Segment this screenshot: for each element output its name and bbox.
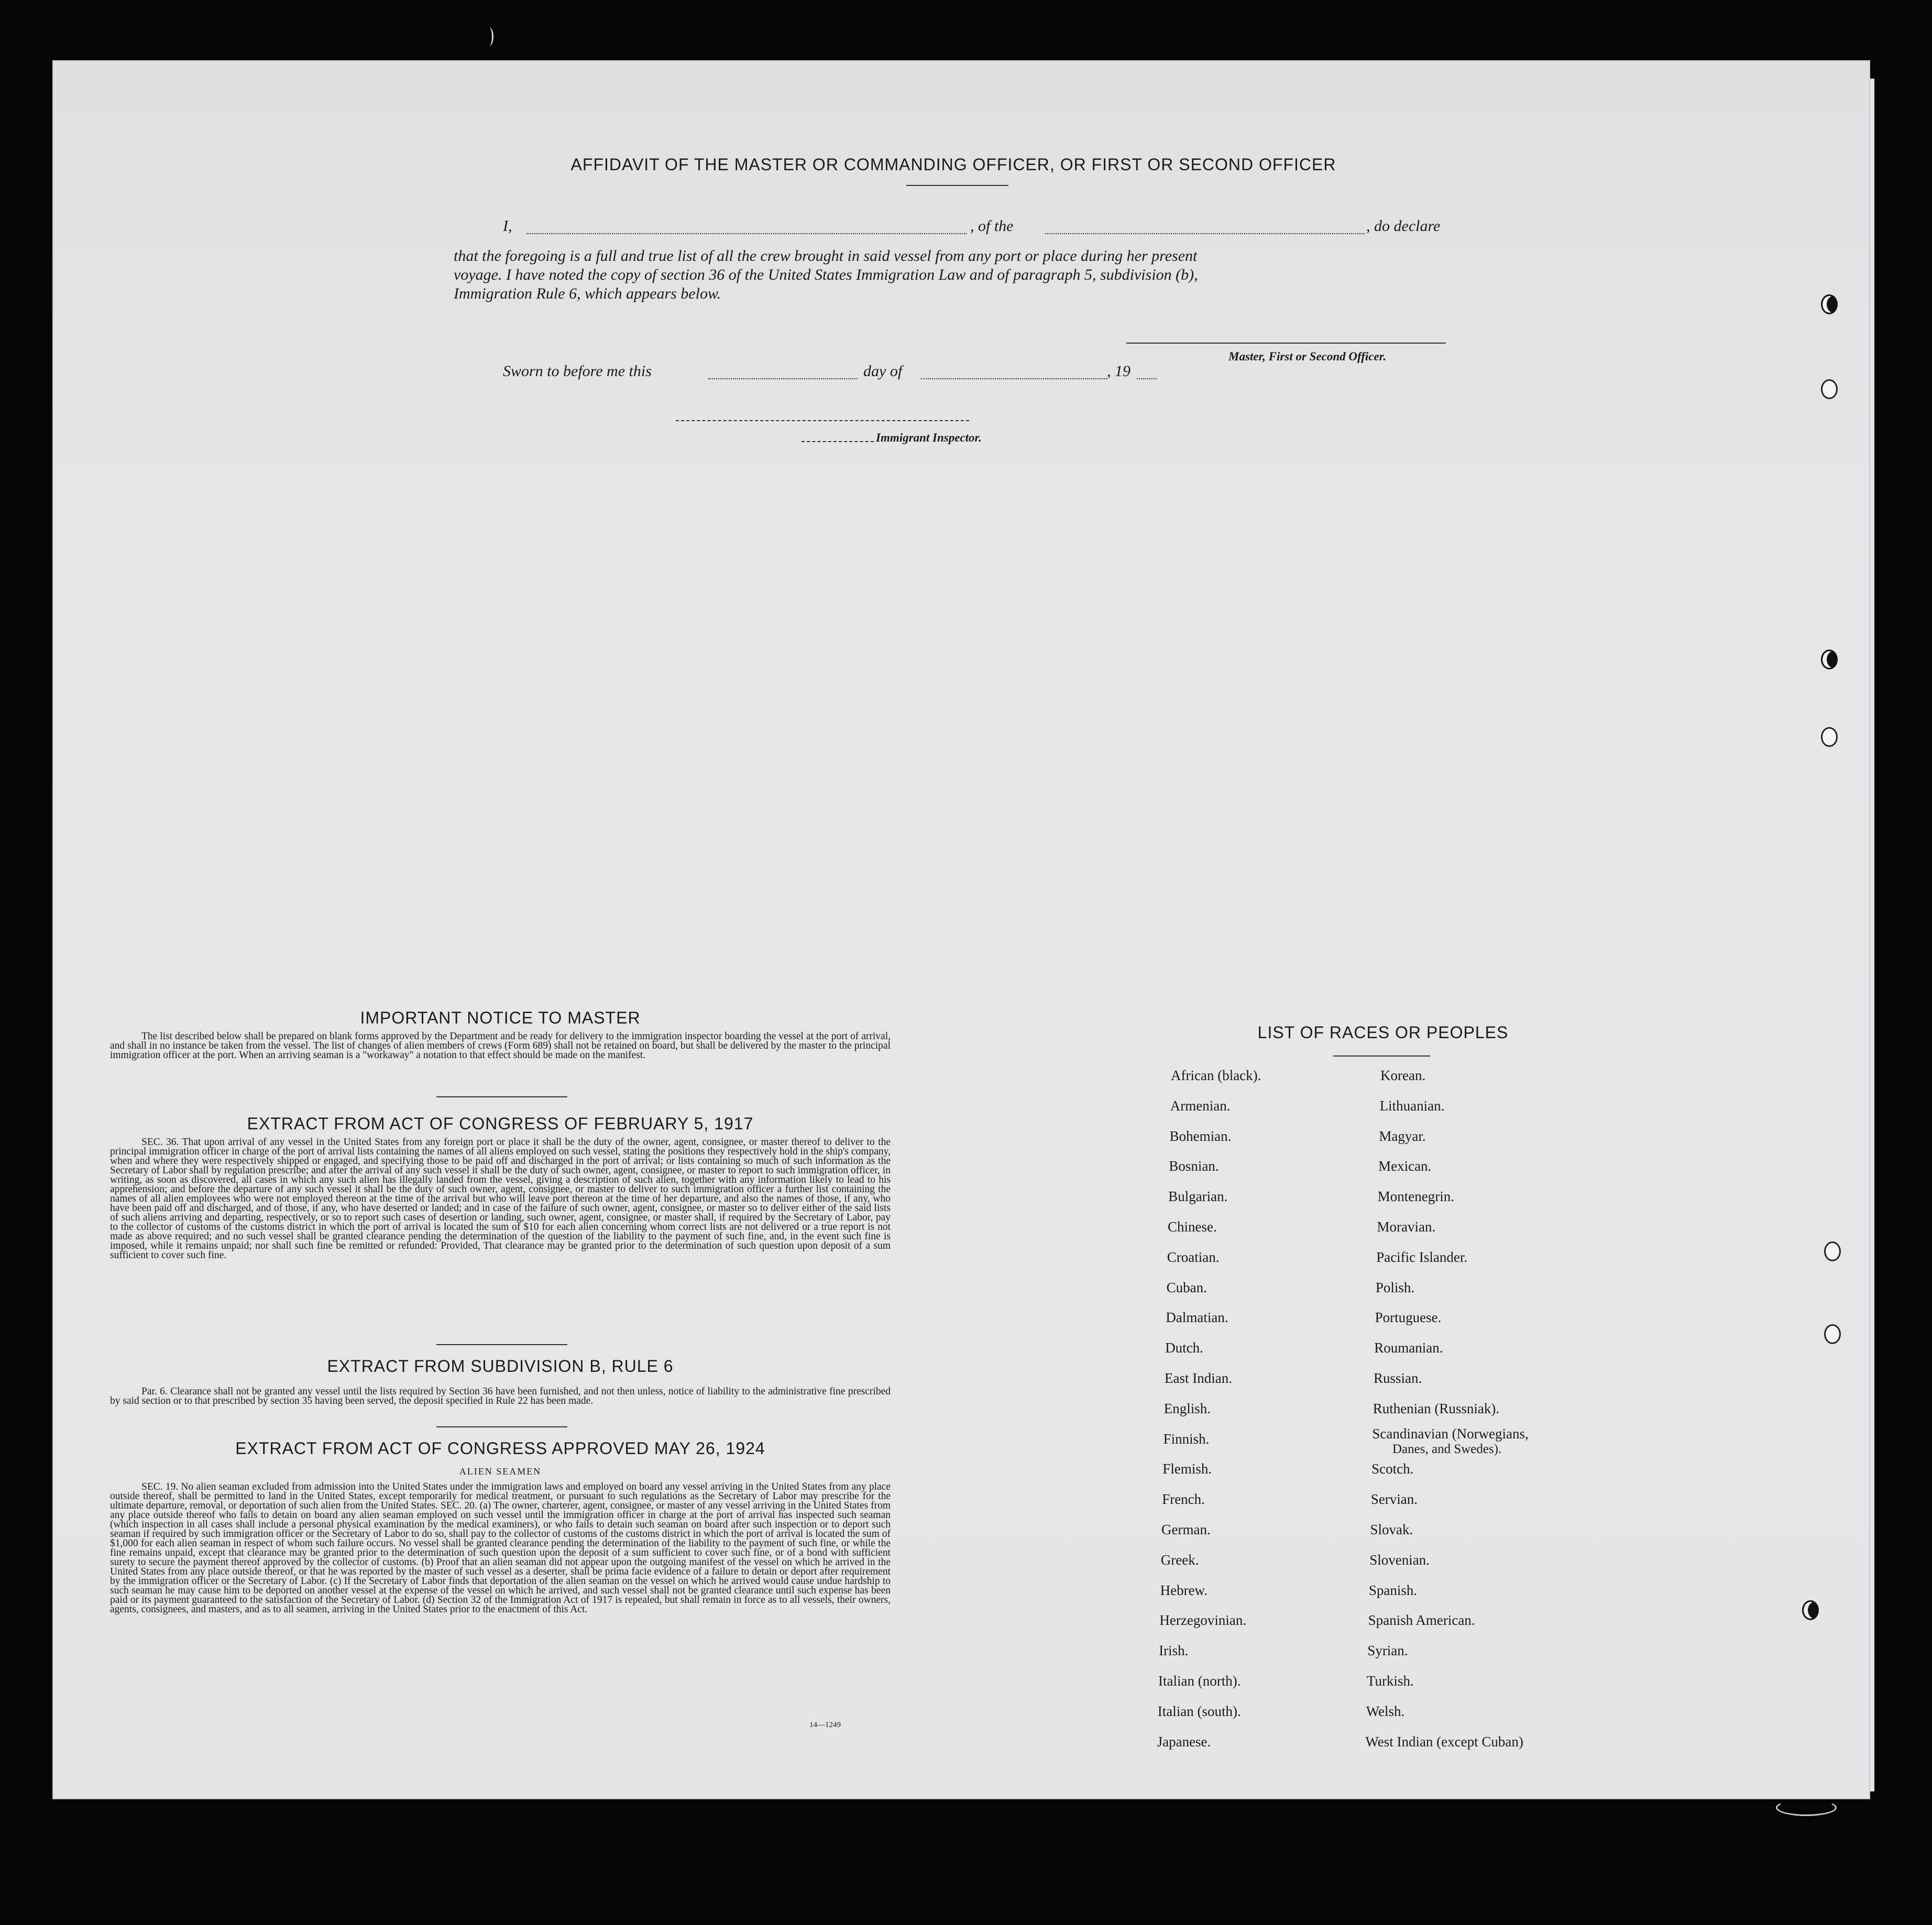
race-item: German.	[1161, 1522, 1211, 1537]
race-continuation: Danes, and Swedes).	[1392, 1442, 1502, 1456]
extract-1917-text: SEC. 36. That upon arrival of any vessel in the United States from any foreign port or place it shall be the duty of the owner, agent, consignee, or master thereof to deliver to the principal immigration officer in charge of the port of arrival lists containing the names of all aliens employed on such vessel, stating the positions they respectively hold in the ship's company, when and where they were respectively shipped or engaged, and specifying those to be paid off and discharged in the port of arrival; or lists containing so much of such information as the Secretary of Labor shall by regulation prescribe; and after the arrival of any such vessel it shall be the duty of such owner, agent, consignee, or master to report to such immigration officer, in writing, as soon as discovered, all cases in which any such alien has illegally landed from the vessel, giving a description of such alien, together with any information likely to lead to his apprehension; and before the departure of any such vessel it shall be the duty of such owner, agent, consignee, or master to deliver to such immigration officer a further list containing the names of all alien employees who were not employed thereon at the time of the arrival but who will leave port thereon at the time of her departure, and also the names of those, if any, who have been paid off and discharged, and of those, if any, who have deserted or landed; and in case of the failure of such owner, agent, consignee, or master so to deliver either of the said lists of such aliens arriving and departing, respectively, or so to report such cases of desertion or landing, such owner, agent, consignee, or master shall, if required by the Secretary of Labor, pay to the collector of customs of the customs district in which the port of arrival is located the sum of $10 for each alien concerning whom correct lists are not delivered or a true report is not made as above required; and no such vessel shall be granted clearance pending the determination of the question of the liability to the payment of such fine, and, in the event such fine is imposed, while it remains unpaid; nor shall such fine be remitted or refunded: Provided, That clearance may be granted prior to the determination of such question upon deposit of a sum sufficient to cover such fine.	[110, 1137, 891, 1261]
race-item: Finnish.	[1163, 1431, 1210, 1447]
scan-mark	[485, 27, 493, 46]
notice-text: The list described below shall be prepared on blank forms approved by the Department and be ready for delivery to the immigration inspector boarding the vessel at the port of arrival, and shall in no instance be taken from the vessel. The list of changes of alien members of crews (Form 689) shall not be retained on board, but shall be delivered by the master to the principal immigration officer at the port. When an arriving seaman is a "workaway" a notation to that effect should be made on the manifest.	[110, 1031, 891, 1061]
binder-hole	[1824, 1324, 1841, 1344]
races-title-underline	[1333, 1055, 1430, 1057]
race-item: Herzegovinian.	[1159, 1612, 1247, 1629]
races-title: LIST OF RACES OR PEOPLES	[1257, 1023, 1509, 1042]
notice-rule	[436, 1096, 567, 1097]
affidavit-title: AFFIDAVIT OF THE MASTER OR COMMANDING OFFICER, OR FIRST OR SECOND OFFICER	[570, 155, 1336, 174]
race-item: Spanish American.	[1368, 1612, 1475, 1629]
race-item: Scandinavian (Norwegians,	[1372, 1425, 1529, 1442]
race-item: Montenegrin.	[1377, 1189, 1455, 1205]
race-item: Slovenian.	[1369, 1552, 1430, 1568]
inspector-line-upper	[676, 420, 969, 421]
race-item: West Indian (except Cuban)	[1365, 1733, 1523, 1750]
race-item: East Indian.	[1165, 1370, 1232, 1386]
title-underline	[906, 185, 1008, 186]
race-item: Bohemian.	[1169, 1128, 1232, 1144]
race-item: Russian.	[1374, 1370, 1422, 1386]
binder-hole	[1802, 1600, 1819, 1620]
affidavit-i: I,	[503, 217, 512, 235]
vessel-blank-line	[1045, 233, 1365, 234]
race-item: Slovak.	[1370, 1522, 1413, 1537]
signature-line	[1126, 343, 1446, 344]
race-item: Servian.	[1370, 1491, 1418, 1508]
sworn-day-of: day of	[863, 362, 903, 380]
race-item: Lithuanian.	[1379, 1097, 1445, 1114]
affidavit-line-2: that the foregoing is a full and true list of all the crew brought in said vessel from any port or place during her present	[454, 247, 1198, 265]
extract-1917-title: EXTRACT FROM ACT OF CONGRESS OF FEBRUARY 5, 1917	[247, 1114, 754, 1133]
sworn-year: , 19	[1107, 362, 1130, 380]
race-item: African (black).	[1171, 1068, 1261, 1083]
race-item: Scotch.	[1371, 1461, 1414, 1477]
race-item: Dalmatian.	[1166, 1310, 1228, 1326]
extract-rule6-title: EXTRACT FROM SUBDIVISION B, RULE 6	[327, 1357, 674, 1376]
extract-1917-rule	[436, 1344, 567, 1345]
sworn-month-line	[921, 378, 1107, 379]
affidavit-line-4: Immigration Rule 6, which appears below.	[454, 285, 721, 302]
notice-title: IMPORTANT NOTICE TO MASTER	[360, 1008, 641, 1027]
race-item: Greek.	[1160, 1552, 1199, 1568]
race-item: Dutch.	[1165, 1340, 1203, 1356]
race-item: French.	[1162, 1491, 1205, 1508]
race-item: Portuguese.	[1375, 1310, 1442, 1326]
race-item: Flemish.	[1162, 1461, 1212, 1477]
extract-1924-title: EXTRACT FROM ACT OF CONGRESS APPROVED MAY 26, 1924	[235, 1439, 765, 1458]
race-item: English.	[1163, 1400, 1211, 1416]
race-item: Japanese.	[1157, 1733, 1211, 1750]
race-item: Armenian.	[1170, 1097, 1231, 1114]
inspector-label: Immigrant Inspector.	[876, 431, 982, 444]
signature-label: Master, First or Second Officer.	[1228, 350, 1387, 363]
scan-mark	[1776, 1799, 1837, 1816]
binder-hole	[1821, 294, 1838, 314]
form-number: 14—1249	[809, 1721, 841, 1729]
binder-hole	[1821, 727, 1838, 747]
race-item: Mexican.	[1378, 1158, 1432, 1174]
sworn-year-line	[1137, 378, 1157, 379]
sworn-prefix: Sworn to before me this	[503, 362, 652, 380]
race-item: Ruthenian (Russniak).	[1373, 1400, 1500, 1416]
binder-hole	[1821, 650, 1838, 669]
race-item: Cuban.	[1166, 1279, 1207, 1295]
extract-rule6-rule	[436, 1426, 567, 1427]
race-item: Magyar.	[1379, 1128, 1426, 1144]
race-item: Bulgarian.	[1168, 1189, 1228, 1205]
affidavit-line-3: voyage. I have noted the copy of section 36 of the United States Immigration Law and of paragraph 5, subdivision (b),	[454, 266, 1198, 283]
inspector-line	[802, 441, 874, 442]
race-item: Italian (south).	[1157, 1703, 1241, 1719]
extract-1924-text: SEC. 19. No alien seaman excluded from admission into the United States under the immigration laws and employed on board any vessel arriving in the United States from any place outside thereof, shall be permitted to land in the United States, except temporarily for medical treatment, or pursuant to such regulations as the Secretary of Labor may prescribe for the ultimate departure, removal, or deportation of such alien from the United States. SEC. 20. (a) The owner, charterer, agent, consignee, or master of any vessel arriving in the United States from any place outside thereof who fails to detain on board any alien seaman employed on such vessel until the immigration officer in charge at the port of arrival has inspected such seaman (which inspection in all cases shall include a personal physical examination by the medical examiners), or who fails to detain such seaman on board after such inspection or to deport such seaman if required by such immigration officer or the Secretary of Labor to do so, shall pay to the collector of customs of the customs district in which the port of arrival is located the sum of $1,000 for each alien seaman in respect of whom such failure occurs. No vessel shall be granted clearance pending the determination of the liability to the payment of such fine, or while the fine remains unpaid, except that clearance may be granted prior to the determination of such question upon the deposit of a sum sufficient to cover such fine, or of a bond with sufficient surety to secure the payment thereof approved by the collector of customs. (b) Proof that an alien seaman did not appear upon the outgoing manifest of the vessel on which he arrived in the United States from any place outside thereof, or that he was reported by the master of such vessel as a deserter, shall be prima facie evidence of a failure to detain or deport after requirement by the immigration officer or the Secretary of Labor. (c) If the Secretary of Labor finds that deportation of the alien seaman on the vessel on which he arrived would cause undue hardship to such seaman he may cause him to be deported on another vessel at the expense of the vessel on which he arrived, and such vessel shall not be granted clearance until such expense has been paid or its payment guaranteed to the satisfaction of the Secretary of Labor. (d) Section 32 of the Immigration Act of 1917 is repealed, but shall remain in force as to all vessels, their owners, agents, consignees, and masters, and as to all seamen, arriving in the United States prior to the enactment of this Act.	[110, 1481, 891, 1615]
race-item: Irish.	[1159, 1643, 1189, 1659]
race-item: Chinese.	[1168, 1219, 1217, 1235]
race-item: Korean.	[1380, 1068, 1426, 1083]
extract-rule6-text: Par. 6. Clearance shall not be granted any vessel until the lists required by Section 36 have been furnished, and not then unless, notice of liability to the administrative fine prescribed by said section or to that prescribed by section 35 having been served, the deposit specified in Rule 22 has been made.	[110, 1386, 891, 1406]
race-item: Pacific Islander.	[1376, 1249, 1468, 1265]
race-item: Hebrew.	[1160, 1582, 1208, 1598]
race-item: Welsh.	[1366, 1703, 1405, 1719]
race-item: Bosnian.	[1169, 1158, 1219, 1174]
race-item: Italian (north).	[1158, 1673, 1241, 1689]
name-blank-line	[526, 233, 967, 234]
race-item: Turkish.	[1367, 1673, 1414, 1689]
sworn-day-line	[708, 378, 858, 379]
race-item: Spanish.	[1368, 1582, 1418, 1598]
extract-1924-subtitle: ALIEN SEAMEN	[459, 1466, 542, 1477]
race-item: Polish.	[1375, 1279, 1415, 1295]
binder-hole	[1824, 1241, 1841, 1261]
race-item: Roumanian.	[1374, 1340, 1443, 1356]
binder-hole	[1821, 379, 1838, 399]
race-item: Syrian.	[1367, 1643, 1408, 1659]
affidavit-of-the: , of the	[970, 217, 1014, 235]
race-item: Croatian.	[1167, 1249, 1220, 1265]
race-item: Moravian.	[1377, 1219, 1436, 1235]
affidavit-declare: , do declare	[1366, 217, 1441, 235]
